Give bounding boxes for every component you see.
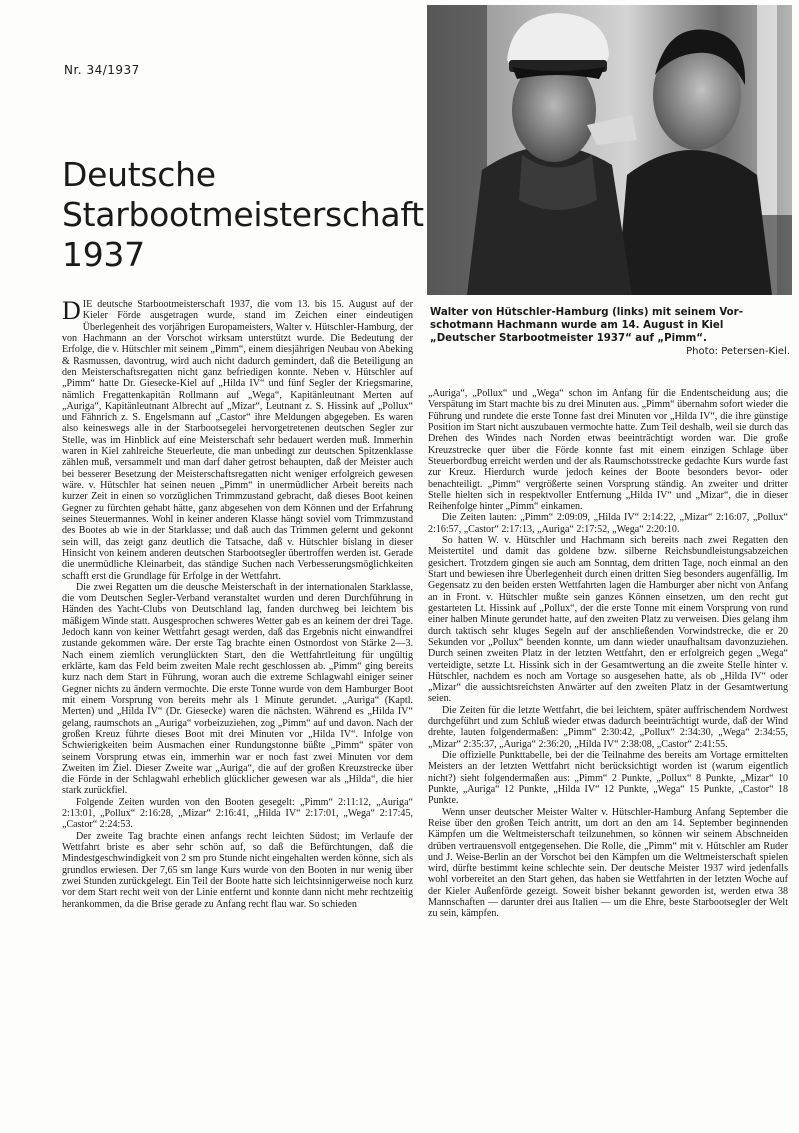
article-paragraph: Die offizielle Punkttabelle, bei der die Teilnahme des bereits am Vortage ermittelten Meisters an der letzten Wettfahrt nicht berücksichtigt worden ist (warum eigentlich nicht?) sieht folgendermaßen aus: „Pimm“ 2 Punkte, „Pollux“ 8 Punkte, „Mizar“ 10 Punkte, „Auriga“ 12 Punkte, „Hilda IV“ 12 Punkte, „Wega“ 15 Punkte, „Castor“ 18 Punkte. bbox=[428, 750, 788, 807]
article-column-left bbox=[62, 299, 413, 1084]
drop-cap: D bbox=[62, 299, 81, 325]
caption-line: Walter von Hütschler-Hamburg (links) mit seinem Vor- bbox=[430, 307, 743, 318]
article-paragraph: Der zweite Tag brachte einen anfangs recht leichten Südost; im Verlaufe der Wettfahrt briste es aber sehr schön auf, so daß die Befürchtungen, daß die Mindestgeschwindigkeit von 2 sm pro Stunde nicht eingehalten werden könne, sich als grundlos erwiesen. Der 7,65 sm lange Kurs wurde von den Booten in nur wenig über zwei Stunden zurückgelegt. Ein Teil der Boote hatte sich leichtsinnigerweise noch kurz vor dem Start recht weit von der Linie entfernt und konnte dann nicht mehr rechtzeitig herankommen, da die Brise gerade zu Anfang recht flau war. So schieden bbox=[62, 830, 413, 910]
article-paragraph bbox=[62, 299, 413, 582]
article-paragraph: Die Zeiten für die letzte Wettfahrt, die bei leichtem, später auffrischendem Nordwest durchgeführt und zum Schluß wieder etwas dadurch beeinträchtigt wurde, daß der Wind drehte, lauten folgendermaßen: „Pimm“ 2:30:42, „Pollux“ 2:34:30, „Wega“ 2:34:55, „Mizar“ 2:35:37, „Auriga“ 2:36:20, „Hilda IV“ 2:38:08, „Castor“ 2:41:55. bbox=[428, 704, 788, 750]
title-line: 1937 bbox=[62, 235, 145, 274]
photo-credit: Photo: Petersen-Kiel. bbox=[686, 346, 790, 357]
article-title bbox=[62, 155, 424, 275]
article-paragraph: Die Zeiten lauten: „Pimm“ 2:09:09, „Hilda IV“ 2:14:22, „Mizar“ 2:16:07, „Pollux“ 2:16:57, „Castor“ 2:17:13, „Auriga“ 2:17:52, „Wega“ 2:20:10. bbox=[428, 512, 788, 535]
title-line: Starbootmeisterschaft bbox=[62, 195, 424, 234]
article-column-right bbox=[428, 388, 788, 1084]
article-paragraph: Folgende Zeiten wurden von den Booten gesegelt: „Pimm“ 2:11:12, „Auriga“ 2:13:01, „Pollux“ 2:16:28, „Mizar“ 2:16:41, „Hilda IV“ 2:17:01, „Wega“ 2:17:45, „Castor“ 2:24:53. bbox=[62, 796, 413, 831]
article-paragraph: „Auriga“, „Pollux“ und „Wega“ schon im Anfang für die Endentscheidung aus; die Verspätung im Start machte bis zu drei Minuten aus. „Pimm“ übernahm sofort wieder die Führung und rundete die erste Tonne fast drei Minuten vor „Hilda IV“, die ihre günstige Position im Start nicht auszubauen vermochte hatte. Zum Teil deshalb, weil sie durch das Drehen des Windes nach Norden etwas beeinträchtigt worden war. Die große Kreuzstrecke quer über die Förde konnte fast mit einem einzigen Schlage über Steuerbordbug erreicht werden und der als Raumschotsstrecke gedachte Kurs wurde fast zur Kreuz. Hierdurch wurde jedoch keines der Boote besonders bevor- oder benachteiligt. „Pimm“ vergrößerte seinen Vorsprung ständig. An zweiter und dritter Stelle hielten sich in respektvoller Entfernung „Hilda IV“ und „Mizar“, die in dieser Reihenfolge hinter „Pimm“ einkamen. bbox=[428, 388, 788, 513]
article-paragraph: Die zwei Regatten um die deusche Meisterschaft in der internationalen Starklasse, die vom Deutschen Segler-Verband veranstaltet wurden und deren Durchführung in Händen des Yacht-Clubs von Deutschland lag, fanden durchweg bei leichtem bis mäßigem Winde statt. Ausgesprochen schweres Wetter gab es an keinem der drei Tage. Jedoch kann von keiner Wettfahrt gesagt werden, daß das Ergebnis nicht einwandfrei zustande gekommen wäre. Der erste Tag brachte einen Ostnordost von Stärke 2—3. Nach einem ziemlich verunglückten Start, den die Wettfahrtleitung für ungültig erklärte, kam das Feld beim zweiten Male recht geschlossen ab. „Pimm“ ging bereits kurz nach dem Start in Führung, woran auch die extreme Schlagwahl einiger seiner Gegner nichts zu ändern vermochte. Die erste Tonne wurde von dem Hamburger Boot mit einem Vorsprung von bereits mehr als 1 Minute gerundet. „Auriga“ (Kaptl. Merten) und „Hilda IV“ (Dr. Giesecke) waren die nächsten. Während es „Hilda IV“ gelang, raumschots an „Auriga“ vorbeizuziehen, zog „Pimm“ auf und davon. Nach der großen Kreuz führte dieses Boot mit drei Minuten vor „Hilda IV“. Infolge von Schwierigkeiten beim Ausmachen einer Rundungstonne büßte „Pimm“ später von seinem Vorsprung etwas ein, immerhin war er noch fast zwei Minuten vor dem Zweiten im Ziel. Dieser Zweite war „Auriga“, die auf der großen Kreuzstrecke über die Förde in der Schlagwahl erheblich glücklicher gewesen war als „Hilda“, die hier stark zurückfiel. bbox=[62, 581, 413, 797]
paragraph-text: IE deutsche Starbootmeisterschaft 1937, die vom 13. bis 15. August auf der Kieler Förde ausgetragen wurde, stand im Zeichen einer eindeutigen Überlegenheit des vorjährigen Europameisters, Walter v. Hütschler-Hamburg, der von Hachmann an der Vorschot wirksam unterstützt wurde. Die Bedeutung der Erfolge, die v. Hütschler mit seinem „Pimm“, einem diesjährigen Neubau von Abeking & Rasmussen, davontrug, wird auch nicht dadurch gemindert, daß die Beteiligung an den Meisterschaftsregatten nicht ganz befriedigen konnte. Neben v. Hütschler auf „Pimm“ hatte Dr. Giesecke-Kiel auf „Hilda IV“ und fünf Segler der Kriegsmarine, nämlich Fregattenkapitän Rollmann auf „Wega“, Kapitänleutnant Merten auf „Auriga“, Kapitänleutnant Albrecht auf „Mizar“, Leutnant z. S. Hissink auf „Pollux“ und Fähnrich z. S. Engelsmann auf „Castor“ ihre Meldungen abgegeben. Es waren also keineswegs alle in der Starbootsegelei hervorgetretenen deutschen Segler zur Stelle, was im Hinblick auf eine Meisterschaft sehr bedauert werden muß. Immerhin waren in Kiel zahlreiche Steuerleute, die man unbedingt zur deutschen Spitzenklasse zählen muß, versammelt und man darf daher getrost behaupten, daß der Meister auch bei besserer Besetzung der Meisterschaftsregatten nicht weniger erfolgreich gewesen wäre. v. Hütschler hat seinen neuen „Pimm“ in unermüdlicher Arbeit bereits nach kurzer Zeit in einen so vorzüglichen Trimmzustand gebracht, daß dieses Boot keinen Gegner zu fürchten gehabt hätte, ganz abgesehen von dem Können und der Erfahrung seines Steuermannes. Wohl in keiner anderen Klasse hängt soviel vom Trimmzustand des Bootes ab wie in der Starklasse; und daß auch das Trimmen gelernt und gekonnt sein will, das zeigt ganz deutlich die Tatsache, daß v. Hütschler bislang in dieser Hinsicht von keinem anderen deutschen Starbootsegler übertroffen werden ist. Gerade die unermüdliche Kleinarbeit, das ständige Suchen nach Verbesserungsmöglichkeiten schafft erst die Grundlage für Erfolge in der Wettfahrt. bbox=[62, 299, 413, 582]
article-paragraph: Wenn unser deutscher Meister Walter v. Hütschler-Hamburg Anfang September die Reise über den großen Teich antritt, um dort an den am 14. September beginnenden Kämpfen um die Weltmeisterschaft teilzunehmen, so können wir seinem Abschneiden drüben vertrauensvoll entgegensehen. Die Rolle, die „Pimm“ mit v. Hütschler am Ruder und J. Weise-Berlin an der Vorschot bei den Kämpfen um die Weltmeisterschaft spielen wird, dürfte bestimmt keine schlechte sein. Der deutsche Meister 1937 wird jedenfalls wohl vorbereitet an den Start gehen, das haben sie Wettfahrten in der letzten Woche auf der Kieler Außenförde gezeigt. Soweit bisher bekannt geworden ist, werden etwa 38 Mannschaften — darunter drei aus Italien — um die Ehre, beste Starbootsegler der Welt zu sein, kämpfen. bbox=[428, 806, 788, 920]
issue-number: Nr. 34/1937 bbox=[64, 63, 140, 77]
article-paragraph: So hatten W. v. Hütschler und Hachmann sich bereits nach zwei Regatten den Meistertitel und damit das goldene bzw. silberne Reichsbundleistungsabzeichen gesichert. Trotzdem gingen sie auch am Sonntag, dem dritten Tage, noch einmal an den Start und bewiesen ihre Überlegenheit durch einen dritten Sieg besonders augenfällig. Im Gegensatz zu den beiden ersten Wettfahrten lagen die Hamburger aber nicht von Anfang an in Front. v. Hütschler mußte sein ganzes Können einsetzen, um den recht gut gestarteten Lt. Hissink auf „Pollux“, der die erste Tonne mit einem Vorsprung von rund einer halben Minute gerundet hatte, auf den zweiten Platz zu verweisen. Dies gelang ihm durch taktisch sehr kluges Segeln auf der anschließenden Vorwindstrecke, die er 20 Sekunden vor „Pollux“ beenden konnte, um dann wieder unaufhaltsam davonzuziehen. Durch seinen zweiten Platz in der letzten Wettfahrt, den er erfolgreich gegen „Wega“ verteidigte, setzte Lt. Hissink sich in der Gesamtwertung an die zweite Stelle hinter v. Hütschler, nachdem es noch am Vortage so ausgesehen hatte, als ob „Hilda IV“ oder „Mizar“ die aussichtsreichsten Anwärter auf den zweiten Platz in der Gesamtwertung seien. bbox=[428, 535, 788, 705]
title-line: Deutsche bbox=[62, 155, 216, 194]
caption-line: schotmann Hachmann wurde am 14. August in Kiel bbox=[430, 320, 724, 331]
photo-two-sailors bbox=[427, 5, 792, 295]
photo-caption bbox=[430, 306, 790, 358]
caption-line: „Deutscher Starbootmeister 1937“ auf „Pimm“. bbox=[430, 333, 707, 344]
